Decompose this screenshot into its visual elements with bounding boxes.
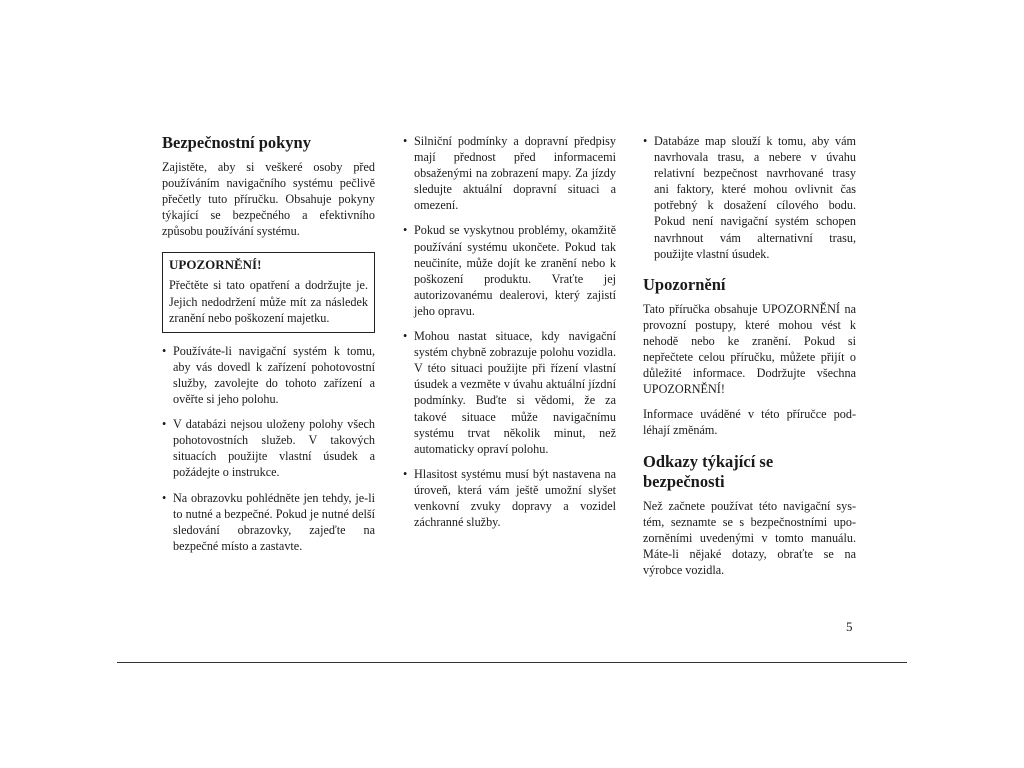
warning-box-title: UPOZORNĚNÍ!: [169, 257, 262, 273]
intro-paragraph: Zajistěte, aby si veškeré osoby před používáním navigačního systému pečlivě přečetly tuto příručku. Obsahuje pokyny týkající se bezpečného a efektivního způsobu používání systému.: [162, 160, 375, 239]
column-2: [403, 133, 616, 539]
changes-paragraph: Informace uváděné v této příručce podléhají změnám.: [643, 407, 856, 438]
list-item: • Hlasitost systému musí být nastavena na úroveň, která vám ještě umožní slyšet venkovní zvuky dopravy a vozidel záchranné služby.: [403, 466, 616, 530]
column-1: [162, 133, 375, 563]
bullet-list-col2: [403, 133, 616, 530]
column-3: [643, 133, 856, 587]
section-heading-warnings: Upozornění: [643, 274, 726, 294]
references-paragraph: Než začnete používat této navigační systém, seznamte se s bezpečnostními upozorněními uvedenými v tomto manuálu. Máte-li nějaké dotazy, obraťte se na výrobce vozidla.: [643, 498, 856, 577]
list-item: • Pokud se vyskytnou problémy, okamžitě používání systému ukončete. Pokud tak neučiníte, může dojít ke zranění nebo k poškození produktu. Vraťte jej autorizovanému dealerovi, který zajistí jeho opravu.: [403, 222, 616, 319]
warning-box: [162, 252, 375, 332]
list-item: • Používáte-li navigační systém k tomu, aby vás dovedl k zařízení pohotovostní služby, zavolejte do tohoto zařízení a ověřte si jeho polohu.: [162, 343, 375, 407]
bullet-list-col3: [643, 133, 856, 262]
list-item: • Na obrazovku pohlédněte jen tehdy, je-li to nutné a bezpečné. Pokud je nutné delší sledování obrazovky, zajeďte na bezpečné místo a zastavte.: [162, 490, 375, 554]
list-item: • Databáze map slouží k tomu, aby vám navrhovala trasu, a nebere v úvahu relativní bezpečnost navrhované trasy ani faktory, které mohou ovlivnit čas potřebný k dosažení cílového bodu. Pokud není navigační systém schopen navrhnout vám alternativní trasu, použijte vlastní úsudek.: [643, 133, 856, 262]
warnings-paragraph: Tato příručka obsahuje UPOZORNĚNÍ na provozní postupy, které mohou vést k nehodě nebo ke zranění. Pokud si nepřečtete celou příručku, můžete přijít o důležité informace. Dodržujte všechna UPOZORNĚNÍ!: [643, 301, 856, 397]
page-number: 5: [846, 619, 853, 634]
section-heading-safety-instructions: Bezpečnostní pokyny: [162, 133, 311, 152]
list-item: • Mohou nastat situace, kdy navigační systém chybně zobrazuje polohu vozidla. V této situaci použijte při řízení vlastní úsudek a vezměte v úvahu aktuální jízdní podmínky. Buďte si vědomi, že za takové situace může navigačnímu systému trvat několik minut, než automaticky opraví polohu.: [403, 328, 616, 457]
warning-box-text: Přečtěte si tato opatření a dodržujte je. Jejich nedodržení může mít za následek zranění nebo poškození majetku.: [169, 278, 368, 325]
bullet-list-col1: [162, 343, 375, 554]
list-item: • V databázi nejsou uloženy polohy všech pohotovostních služeb. V takových situacích použijte vlastní úsudek a požádejte o instrukce.: [162, 416, 375, 480]
footer-divider: [117, 662, 907, 663]
list-item: • Silniční podmínky a dopravní předpisy mají přednost před informacemi obsaženými na zobrazení mapy. Za jízdy sledujte aktuální dopravní situaci a omezení.: [403, 133, 616, 213]
section-heading-safety-references: Odkazy týkající se bezpečnosti: [643, 451, 774, 491]
